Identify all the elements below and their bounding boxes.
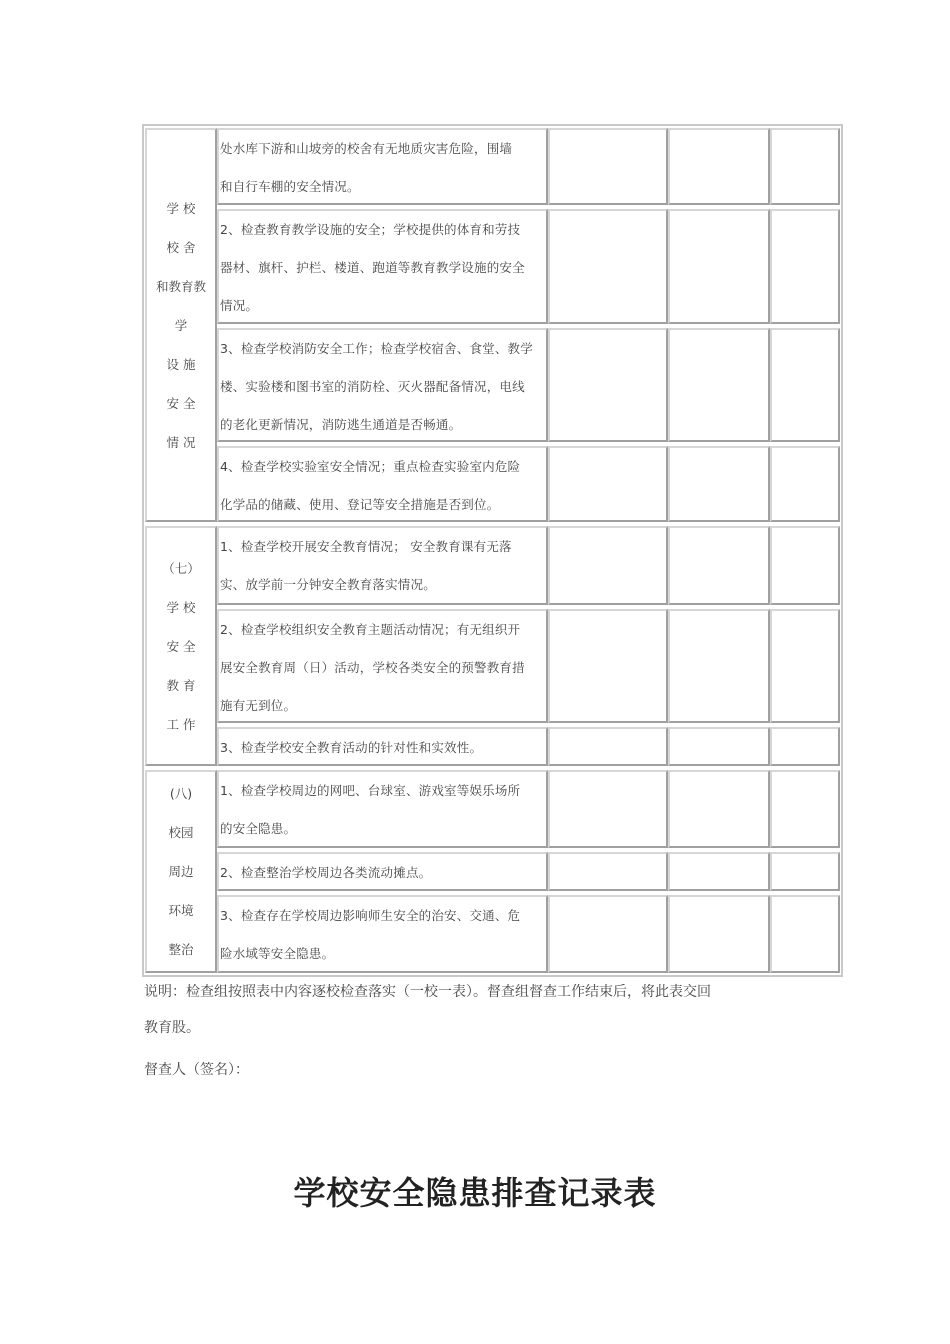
item-text: 3、检查学校消防安全工作；检查学校宿舍、食堂、教学 xyxy=(220,341,533,356)
category-cell xyxy=(145,770,217,973)
item-text: 2、检查学校组织安全教育主题活动情况；有无组织开 xyxy=(220,622,521,637)
blank-cell xyxy=(548,727,668,766)
note-line-2: 教育股。 xyxy=(144,1020,200,1036)
item-text: 1、检查学校开展安全教育情况； 安全教育课有无落 xyxy=(220,539,512,554)
item-text: 2、检查整治学校周边各类流动摊点。 xyxy=(220,865,432,880)
blank-cell xyxy=(548,209,668,324)
blank-cell xyxy=(668,852,770,891)
blank-cell xyxy=(548,328,668,442)
category-text: 情 况 xyxy=(166,434,196,450)
category-text: 安 全 xyxy=(166,395,196,411)
category-text: 和教育教 xyxy=(155,278,206,294)
document-title: 学校安全隐患排查记录表 xyxy=(293,1174,657,1212)
item-text: 展安全教育周（日）活动，学校各类安全的预警教育措 xyxy=(220,660,525,675)
category-text: 安 全 xyxy=(166,638,196,654)
inspection-item xyxy=(217,328,548,442)
category-text: 周边 xyxy=(168,864,194,879)
blank-cell xyxy=(548,526,668,605)
item-text: 情况。 xyxy=(220,298,259,313)
inspection-item xyxy=(217,128,548,205)
blank-cell xyxy=(770,526,840,605)
blank-cell xyxy=(770,895,840,973)
category-text: 学 校 xyxy=(166,200,196,216)
item-text: 化学品的储藏、使用、登记等安全措施是否到位。 xyxy=(220,497,500,512)
inspection-item xyxy=(217,526,548,605)
inspection-item xyxy=(217,895,548,973)
item-text: 的安全隐患。 xyxy=(220,821,297,836)
blank-cell xyxy=(668,895,770,973)
category-cell xyxy=(145,526,217,766)
item-text: 险水域等安全隐患。 xyxy=(220,946,335,961)
inspection-item xyxy=(217,209,548,324)
inspection-item xyxy=(217,852,548,891)
blank-cell xyxy=(668,328,770,442)
blank-cell xyxy=(770,446,840,522)
category-text: 学 xyxy=(174,317,188,333)
blank-cell xyxy=(770,209,840,324)
item-text: 和自行车棚的安全情况。 xyxy=(220,179,360,194)
item-text: 3、检查存在学校周边影响师生安全的治安、交通、危 xyxy=(220,908,521,923)
category-text: 整治 xyxy=(168,942,194,957)
category-text: 工 作 xyxy=(166,716,196,732)
blank-cell xyxy=(548,895,668,973)
inspection-item xyxy=(217,609,548,723)
blank-cell xyxy=(770,770,840,848)
category-text: 校 舍 xyxy=(166,239,196,255)
blank-cell xyxy=(770,852,840,891)
category-text: 环境 xyxy=(168,903,194,918)
item-text: 4、检查学校实验室安全情况；重点检查实验室内危险 xyxy=(220,459,521,474)
inspection-item xyxy=(217,446,548,522)
blank-cell xyxy=(770,328,840,442)
item-text: 施有无到位。 xyxy=(220,698,297,713)
blank-cell xyxy=(770,128,840,205)
inspection-item xyxy=(217,727,548,766)
blank-cell xyxy=(548,770,668,848)
item-text: 处水库下游和山坡旁的校舍有无地质灾害危险，围墙 xyxy=(220,141,513,156)
blank-cell xyxy=(548,852,668,891)
blank-cell xyxy=(770,609,840,723)
blank-cell xyxy=(668,770,770,848)
blank-cell xyxy=(668,526,770,605)
item-text: 1、检查学校周边的网吧、台球室、游戏室等娱乐场所 xyxy=(220,783,521,798)
category-text: 教 育 xyxy=(166,677,196,693)
category-text: 学 校 xyxy=(166,599,196,615)
inspection-item xyxy=(217,770,548,848)
blank-cell xyxy=(548,446,668,522)
blank-cell xyxy=(668,727,770,766)
blank-cell xyxy=(668,128,770,205)
blank-cell xyxy=(548,128,668,205)
item-text: 器材、旗杆、护栏、楼道、跑道等教育教学设施的安全 xyxy=(220,260,525,275)
category-cell xyxy=(145,128,217,522)
item-text: 的老化更新情况，消防逃生通道是否畅通。 xyxy=(220,417,462,432)
blank-cell xyxy=(668,609,770,723)
blank-cell xyxy=(548,609,668,723)
item-text: 3、检查学校安全教育活动的针对性和实效性。 xyxy=(220,740,483,755)
item-text: 2、检查教育教学设施的安全；学校提供的体育和劳技 xyxy=(220,222,521,237)
category-text: 设 施 xyxy=(166,356,196,372)
item-text: 楼、实验楼和图书室的消防栓、灭火器配备情况，电线 xyxy=(220,379,525,394)
note-line-1: 说明：检查组按照表中内容逐校检查落实（一校一表）。督查组督查工作结束后，将此表交回 xyxy=(144,984,711,1000)
blank-cell xyxy=(668,209,770,324)
signature-line: 督查人（签名）： xyxy=(144,1062,249,1078)
item-text: 实、放学前一分钟安全教育落实情况。 xyxy=(220,577,436,592)
category-text: （七） xyxy=(162,560,200,576)
blank-cell xyxy=(770,727,840,766)
blank-cell xyxy=(668,446,770,522)
category-text: 校园 xyxy=(168,825,194,840)
category-text: (八) xyxy=(169,786,193,801)
